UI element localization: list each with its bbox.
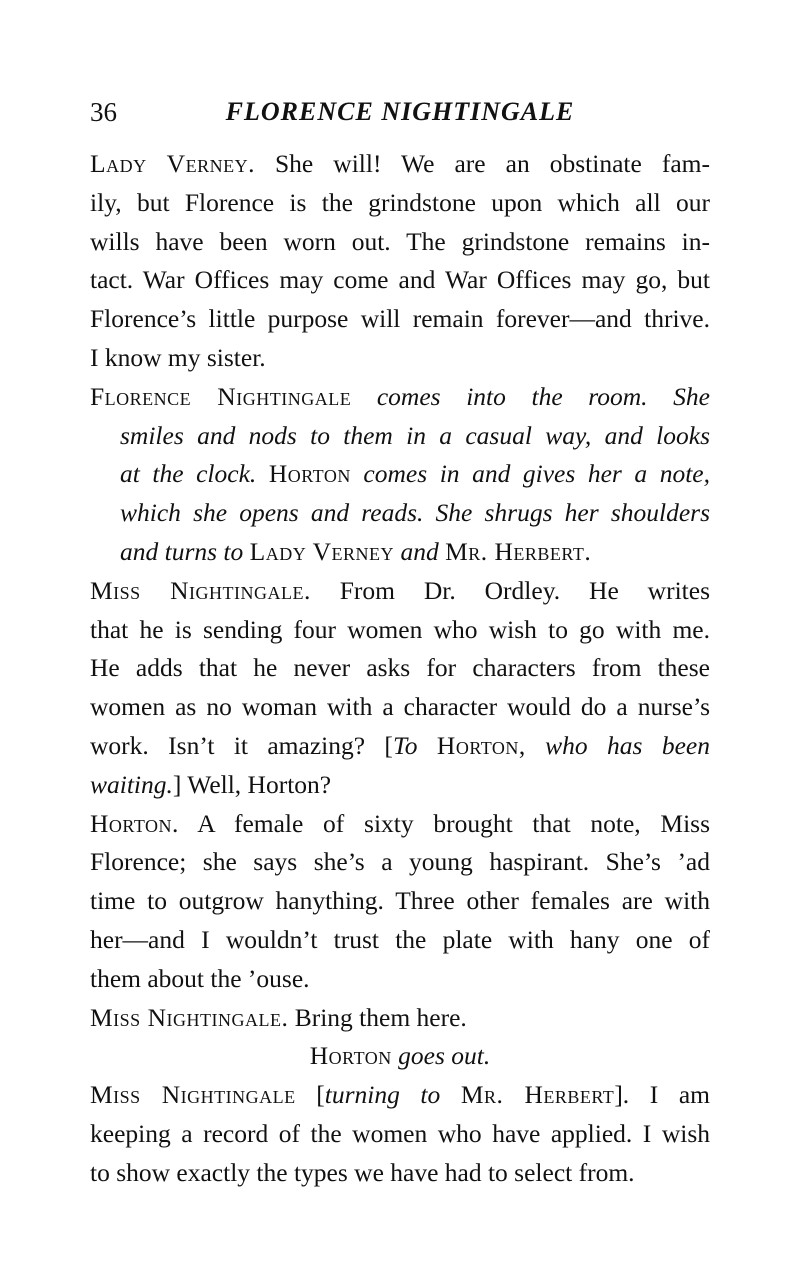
line-text: From Dr. Ordley. He writes: [310, 575, 710, 605]
text-line: [90, 572, 710, 611]
stage-text: turning to: [324, 1080, 461, 1110]
character-name: Horton: [309, 1041, 392, 1071]
line-text: work. Isn’t it amazing? [: [90, 730, 393, 760]
running-head: FLORENCE NIGHTINGALE: [225, 97, 575, 126]
character-name: Horton,: [436, 730, 526, 760]
page-number: 36: [90, 97, 117, 127]
text-line: [90, 727, 710, 766]
text-line: which she opens and reads. She shrugs her shoulders: [120, 498, 710, 528]
dialogue-miss-nightingale: [90, 572, 710, 805]
stage-direction-centered: [90, 1037, 710, 1076]
character-name: Lady Verney: [249, 536, 395, 566]
text-line: women as no woman with a character would do a nurse’s: [90, 692, 710, 722]
text-line: ily, but Florence is the grindstone upon which all our: [90, 187, 710, 217]
character-name: Mr. Herbert: [460, 1080, 615, 1110]
text-line: [90, 805, 710, 844]
line-text: and: [394, 536, 446, 566]
text-line: that he is sending four women who wish to go with me.: [90, 614, 710, 644]
text-line: [90, 455, 710, 494]
line-text: A female of sixty brought that note, Miss: [178, 808, 710, 838]
text-line: [90, 1076, 710, 1115]
line-text: ] Well, Horton?: [172, 769, 332, 799]
text-line: [90, 533, 710, 572]
dialogue-miss-nightingale: [90, 1076, 710, 1192]
speaker-name: Lady Verney.: [90, 149, 255, 178]
text-line: I know my sister.: [90, 342, 266, 372]
stage-direction: [90, 378, 710, 572]
line-text: She will! We are an obstinate fam-: [254, 149, 710, 178]
line-text: and turns to: [120, 536, 250, 566]
text-line: keeping a record of the women who have applied. I wish: [90, 1118, 710, 1148]
speaker-name: Miss Nightingale.: [90, 575, 311, 605]
line-text: Bring them here.: [288, 1002, 467, 1032]
speaker-name: Miss Nightingale: [90, 1080, 296, 1110]
stage-text: who has been: [525, 730, 710, 760]
character-name: Mr. Herbert.: [445, 536, 592, 566]
character-name: Florence Nightingale: [90, 381, 352, 411]
line-text: comes into the room. She: [351, 381, 711, 411]
body-text: [90, 145, 710, 1193]
line-text: comes in and gives her a note,: [350, 459, 710, 489]
text-line: [90, 378, 710, 417]
text-line: them about the ’ouse.: [90, 963, 310, 993]
text-line: wills have been worn out. The grindstone remains in-: [90, 226, 710, 256]
text-line: Florence’s little purpose will remain forever—and thrive.: [90, 304, 710, 334]
character-name: Horton: [268, 459, 351, 489]
stage-text: waiting.: [90, 769, 173, 799]
line-text: at the clock.: [120, 459, 269, 489]
dialogue-lady-verney: [90, 145, 710, 378]
dialogue-horton: [90, 805, 710, 999]
text-line: [90, 1037, 710, 1076]
line-text: [: [295, 1080, 325, 1110]
speaker-name: Horton.: [90, 808, 179, 838]
text-line: tact. War Offices may come and War Offices may go, but: [90, 265, 710, 295]
page-header: [90, 92, 710, 132]
text-line: [90, 145, 710, 184]
text-line: [90, 999, 710, 1038]
text-line: to show exactly the types we have had to select from.: [90, 1157, 635, 1187]
text-line: time to outgrow hanything. Three other females are with: [90, 886, 710, 916]
stage-text: To: [392, 730, 437, 760]
line-text: ]. I am: [614, 1080, 710, 1110]
text-line: Florence; she says she’s a young haspirant. She’s ’ad: [90, 847, 710, 877]
text-line: He adds that he never asks for characters from these: [90, 653, 710, 683]
text-line: smiles and nods to them in a casual way, and looks: [120, 420, 710, 450]
text-line: her—and I wouldn’t trust the plate with hany one of: [90, 924, 710, 954]
text-line: [90, 766, 710, 805]
speaker-name: Miss Nightingale.: [90, 1002, 289, 1032]
dialogue-miss-nightingale: [90, 999, 710, 1038]
line-text: goes out.: [391, 1041, 491, 1071]
